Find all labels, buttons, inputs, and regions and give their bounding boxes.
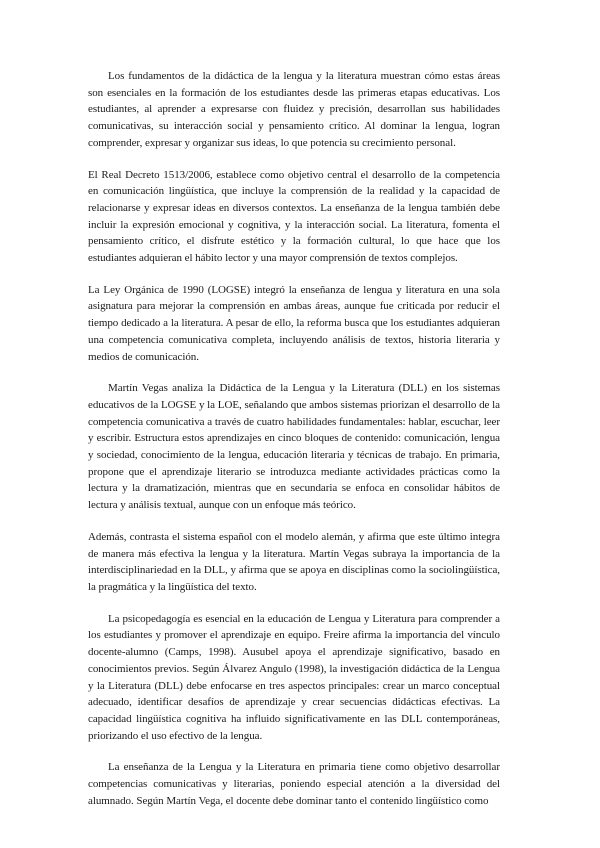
paragraph-real-decreto: El Real Decreto 1513/2006, establece como objetivo central el desarrollo de la competencia en comunicación lingüística, que incluye la comprensión de la realidad y la capacidad de relacionarse y expresar ideas en diversos contextos. La enseñanza de la lengua también debe incluir la expresión emocional y cognitiva, y la interacción social. La literatura, fomenta el pensamiento crítico, el disfrute estético y la formación cultural, lo que hace que los estudiantes adquieran el hábito lector y una mayor comprensión de textos complejos.: [88, 168, 500, 265]
paragraph-primaria: La enseñanza de la Lengua y la Literatura en primaria tiene como objetivo desarrollar competencias comunicativas y literarias, poniendo especial atención a la diversidad del alumnado. Según Martín Vega, el docente debe dominar tanto el contenido lingüístico como: [88, 761, 500, 807]
paragraph-fundamentos: Los fundamentos de la didáctica de la lengua y la literatura muestran cómo estas áreas son esenciales en la formación de los estudiantes desde las primeras etapas educativas. Los estudiantes, al aprender a expresarse con fluidez y precisión, desarrollan sus habilidades comunicativas, su interacción social y pensamiento crítico. Al dominar la lengua, logran comprender, expresar y organizar sus ideas, lo que potencia su crecimiento personal.: [88, 70, 500, 149]
paragraph-logse: La Ley Orgánica de 1990 (LOGSE) integró la enseñanza de lengua y literatura en una sola asignatura para mejorar la comprensión en ambas áreas, aunque fue criticada por reducir el tiempo dedicado a la literatura. A pesar de ello, la reforma busca que los estudiantes adquieran una competencia comunicativa completa, incluyendo análisis de textos, historia literaria y medios de comunicación.: [88, 283, 500, 363]
paragraph-martin-vegas: Martín Vegas analiza la Didáctica de la Lengua y la Literatura (DLL) en los sistemas educativos de la LOGSE y la LOE, señalando que ambos sistemas priorizan el desarrollo de la competencia comunicativa a través de cuatro habilidades fundamentales: hablar, escuchar, leer y escribir. Estructura estos aprendizajes en cinco bloques de contenido: comunicación, lengua y sociedad, conocimiento de la lengua, educación literaria y técnicas de trabajo. En primaria, propone que el aprendizaje literario se introduzca mediante actividades prácticas como la lectura y la dramatización, mientras que en secundaria se enfoca en consolidar hábitos de lectura y análisis textual, aunque con un enfoque más teórico.: [88, 382, 500, 512]
paragraph-psicopedagogia: La psicopedagogía es esencial en la educación de Lengua y Literatura para comprender a los estudiantes y promover el aprendizaje en equipo. Freire afirma la importancia del vínculo docente-alumno (Camps, 1998). Ausubel apoya el aprendizaje significativo, basado en conocimientos previos. Según Álvarez Angulo (1998), la investigación didáctica de la Lengua y la Literatura (DLL) debe enfocarse en tres aspectos principales: crear un marco conceptual adecuado, identificar desafíos de aprendizaje y crear secuencias didácticas efectivas. La capacidad lingüística cognitiva ha influido significativamente en las DLL contemporáneas, priorizando el uso efectivo de la lengua.: [88, 612, 500, 742]
document-body: [88, 68, 500, 824]
paragraph-modelo-aleman: Además, contrasta el sistema español con el modelo alemán, y afirma que este último integra de manera más efectiva la lengua y la literatura. Martín Vegas subraya la importancia de la interdisciplinariedad en la DLL, y afirma que se apoya en disciplinas como la sociolingüística, la pragmática y la lingüística del texto.: [88, 530, 500, 593]
